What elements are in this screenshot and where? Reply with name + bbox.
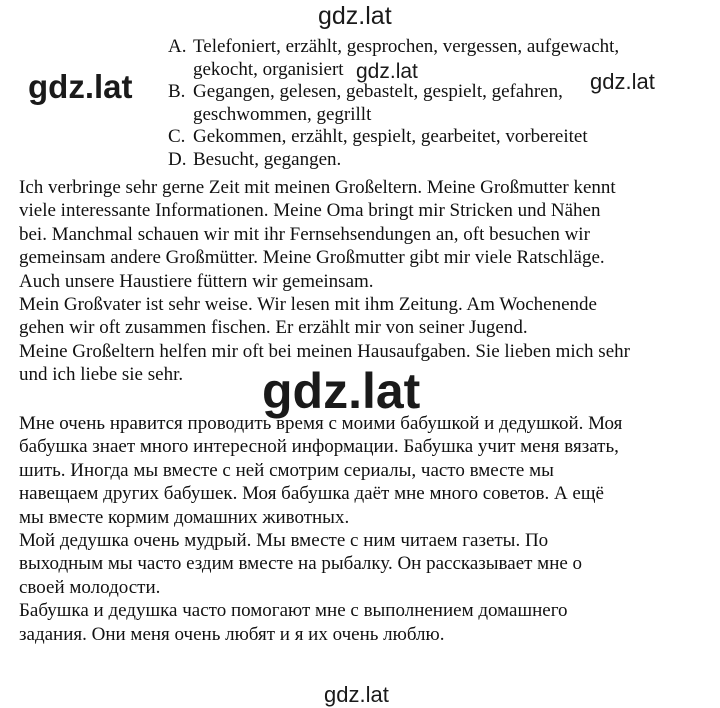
german-line: viele interessante Informationen. Meine Oma bringt mir Stricken und Nähen [19,200,601,222]
german-line: gehen wir oft zusammen fischen. Er erzählt mir von seiner Jugend. [19,317,528,339]
russian-line: Мне очень нравится проводить время с моими бабушкой и дедушкой. Моя [19,413,623,434]
watermark-left: gdz.lat [28,68,133,105]
german-line: bei. Manchmal schauen wir mit ihr Fernsehsendungen an, oft besuchen wir [19,223,590,245]
german-line: Meine Großeltern helfen mir oft bei meinen Hausaufgaben. Sie lieben mich sehr [19,340,630,362]
watermark-bottom: gdz.lat [324,682,389,707]
answer-item-b [168,81,619,126]
answer-item-d [168,149,619,172]
answer-line: geschwommen, gegrillt [193,103,372,125]
russian-line: выходным мы часто ездим вместе на рыбалку. Он рассказывает мне о [19,553,583,575]
watermark-right: gdz.lat [590,69,655,94]
watermark-middle: gdz.lat [356,60,418,83]
watermark-top: gdz.lat [318,2,392,30]
russian-line: своей молодости. [19,576,161,598]
answer-letter: D. [168,148,187,170]
russian-line: шить. Иногда мы вместе с ней смотрим сериалы, часто вместе мы [19,459,554,481]
answer-line: Telefoniert, erzählt, gesprochen, vergessen, aufgewacht, [193,36,620,57]
russian-line: навещаем других бабушек. Моя бабушка даёт мне много советов. А ещё [19,483,604,505]
german-line: Ich verbringe sehr gerne Zeit mit meinen Großeltern. Meine Großmutter kennt [19,177,616,198]
answer-letter: A. [168,36,187,57]
answer-letter: B. [168,81,186,102]
answer-line: Gekommen, erzählt, gespielt, gearbeitet, vorbereitet [193,126,588,147]
answer-line: Gegangen, gelesen, gebastelt, gespielt, gefahren, [193,81,563,102]
russian-line: Мой дедушка очень мудрый. Мы вместе с ним читаем газеты. По [19,530,549,552]
answer-item-c [168,126,619,149]
watermark-center: gdz.lat [262,363,421,419]
answer-line: gekocht, organisiert [193,58,344,80]
russian-line: задания. Они меня очень любят и я их очень люблю. [19,623,445,645]
german-line: gemeinsam andere Großmütter. Meine Großmutter gibt mir viele Ratschläge. [19,247,605,269]
german-text [19,176,630,387]
german-line: und ich liebe sie sehr. [19,364,184,386]
german-line: Mein Großvater ist sehr weise. Wir lesen mit ihm Zeitung. Am Wochenende [19,294,597,316]
russian-line: Бабушка и дедушка часто помогают мне с выполнением домашнего [19,600,568,622]
russian-line: мы вместе кормим домашних животных. [19,506,350,528]
russian-text [19,412,622,646]
german-line: Auch unsere Haustiere füttern wir gemeinsam. [19,270,374,292]
russian-line: бабушка знает много интересной информации. Бабушка учит меня вязать, [19,436,619,458]
answer-line: Besucht, gegangen. [193,148,342,170]
answer-list [168,36,619,171]
answer-letter: C. [168,126,186,147]
